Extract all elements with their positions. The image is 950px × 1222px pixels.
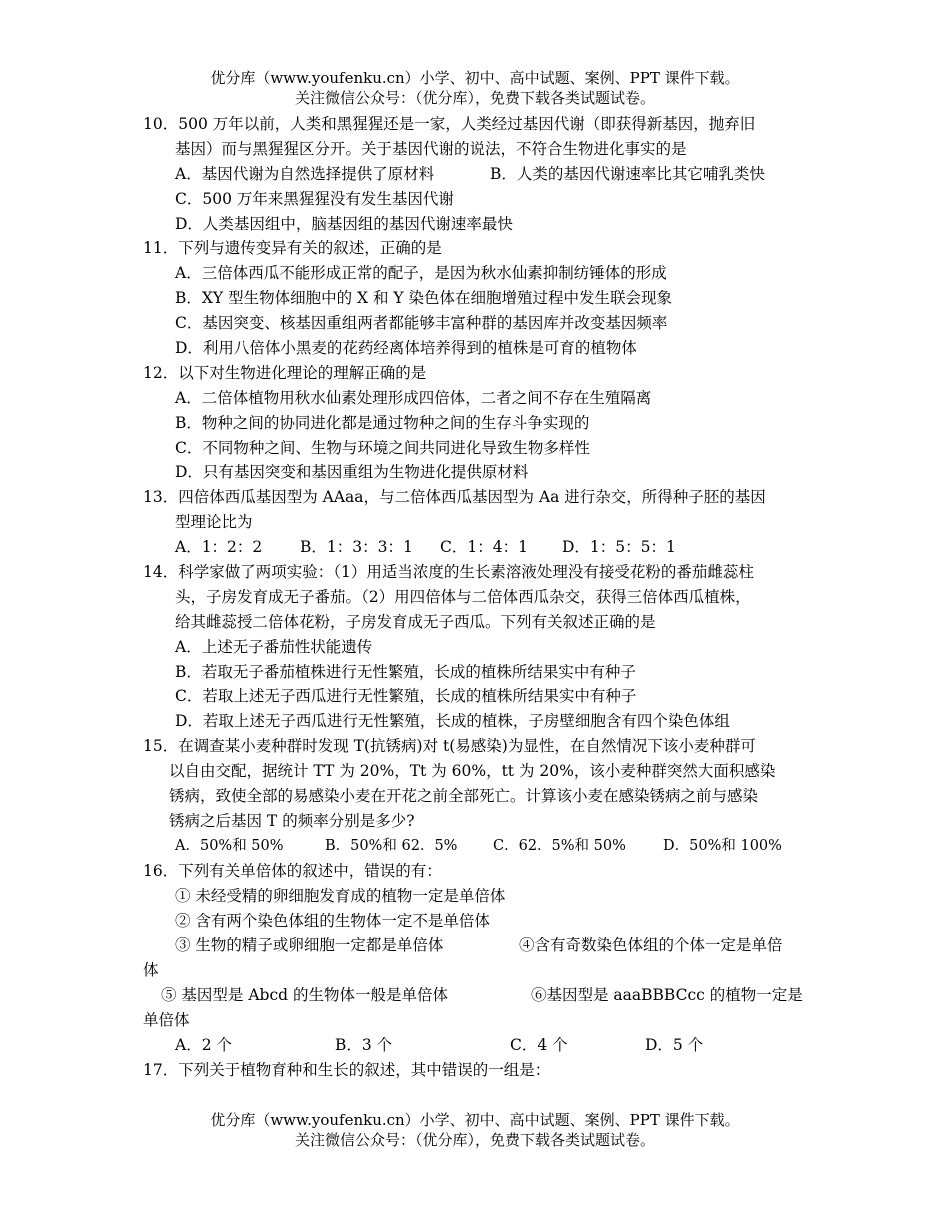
q16-stem: 16．下列有关单倍体的叙述中，错误的有： <box>143 861 442 880</box>
q16-item-6-wrap: 单倍体 <box>143 1011 190 1030</box>
q14-option-d: D．若取上述无子西瓜进行无性繁殖，长成的植株，子房壁细胞含有四个染色体组 <box>175 712 730 731</box>
q11-option-c: C．基因突变、核基因重组两者都能够丰富种群的基因库并改变基因频率 <box>175 314 668 333</box>
q15-options <box>143 834 813 859</box>
q12-option-d: D．只有基因突变和基因重组为生物进化提供原材料 <box>175 463 529 482</box>
header-line-2: 关注微信公众号：（优分库），免费下载各类试题试卷。 <box>294 89 655 107</box>
q13-option-a: A．1：2：2 <box>175 538 263 557</box>
q14-stem-line-2: 头，子房发育成无子番茄。（2）用四倍体与二倍体西瓜杂交，获得三倍体西瓜植株， <box>175 587 751 606</box>
q16-item-4-wrap: 体 <box>143 961 159 980</box>
q12-stem: 12．以下对生物进化理论的理解正确的是 <box>143 363 427 382</box>
q16-item-2: ② 含有两个染色体组的生物体一定不是单倍体 <box>175 911 490 930</box>
q10-option-a: A．基因代谢为自然选择提供了原材料 <box>175 164 435 183</box>
q13-options <box>143 535 813 560</box>
q15-option-d: D．50%和 100% <box>663 837 782 854</box>
q15-stem-line-3: 锈病，致使全部的易感染小麦在开花之前全部死亡。计算该小麦在感染锈病之前与感染 <box>169 787 759 806</box>
q16-option-b: B．3 个 <box>335 1035 393 1054</box>
q14-option-b: B．若取无子番茄植株进行无性繁殖，长成的植株所结果实中有种子 <box>175 662 636 681</box>
q15-option-a: A．50%和 50% <box>175 837 284 854</box>
question-content <box>143 112 813 1083</box>
q10-option-c: C．500 万年来黑猩猩没有发生基因代谢 <box>175 189 454 208</box>
q13-option-b: B．1：3：3：1 <box>300 538 413 557</box>
footer-line-2: 关注微信公众号：（优分库），免费下载各类试题试卷。 <box>294 1131 655 1149</box>
q16-item-5: ⑤ 基因型是 Abcd 的生物体一般是单倍体 <box>161 986 449 1005</box>
q15-stem-line-1: 15．在调查某小麦种群时发现 T(抗锈病)对 t(易感染)为显性，在自然情况下该小麦种群可 <box>143 737 756 756</box>
q11-option-d: D．利用八倍体小黑麦的花药经离体培养得到的植株是可育的植物体 <box>175 339 637 358</box>
q16-options <box>143 1033 813 1058</box>
q16-item-4: ④含有奇数染色体组的个体一定是单倍 <box>519 936 783 955</box>
q16-option-c: C．4 个 <box>510 1035 568 1054</box>
q16-item-1: ① 未经受精的卵细胞发育成的植物一定是单倍体 <box>175 886 506 905</box>
q13-stem-line-2: 型理论比为 <box>175 513 253 532</box>
q11-option-b: B．XY 型生物体细胞中的 X 和 Y 染色体在细胞增殖过程中发生联会现象 <box>175 289 673 308</box>
q10-option-b: B．人类的基因代谢速率比其它哺乳类快 <box>490 164 765 183</box>
q12-option-b: B．物种之间的协同进化都是通过物种之间的生存斗争实现的 <box>175 413 590 432</box>
q11-stem: 11．下列与遗传变异有关的叙述，正确的是 <box>143 239 442 258</box>
q16-items-5-6 <box>143 983 813 1008</box>
q16-option-a: A．2 个 <box>175 1035 232 1054</box>
q15-option-c: C．62．5%和 50% <box>493 837 626 854</box>
footer-line-1: 优分库（www.youfenku.cn）小学、初中、高中试题、案例、PPT 课件下载。 <box>210 1111 740 1129</box>
q15-option-b: B．50%和 62．5% <box>325 837 458 854</box>
q16-item-6: ⑥基因型是 aaaBBBCcc 的植物一定是 <box>531 986 803 1005</box>
q12-option-a: A．二倍体植物用秋水仙素处理形成四倍体，二者之间不存在生殖隔离 <box>175 388 652 407</box>
q10-option-d: D．人类基因组中，脑基因组的基因代谢速率最快 <box>175 214 513 233</box>
q10-options-ab <box>143 162 813 187</box>
q10-stem-line-1: 10．500 万年以前，人类和黑猩猩还是一家，人类经过基因代谢（即获得新基因，抛弃旧 <box>143 115 756 133</box>
q16-item-3: ③ 生物的精子或卵细胞一定都是单倍体 <box>175 936 444 955</box>
q13-option-d: D．1：5：5：1 <box>562 538 676 557</box>
q14-stem-line-1: 14．科学家做了两项实验：（1）用适当浓度的生长素溶液处理没有接受花粉的番茄雌蕊柱 <box>143 563 754 582</box>
q14-option-a: A．上述无子番茄性状能遗传 <box>175 637 373 656</box>
page-header <box>0 68 950 108</box>
q15-stem-line-4: 锈病之后基因 T 的频率分别是多少? <box>169 811 415 830</box>
q14-option-c: C．若取上述无子西瓜进行无性繁殖，长成的植株所结果实中有种子 <box>175 687 637 706</box>
q13-option-c: C．1：4：1 <box>440 538 528 557</box>
q16-option-d: D．5 个 <box>645 1035 704 1054</box>
q10-stem-line-2: 基因）而与黑猩猩区分开。关于基因代谢的说法，不符合生物进化事实的是 <box>175 139 687 158</box>
header-line-1: 优分库（www.youfenku.cn）小学、初中、高中试题、案例、PPT 课件下载。 <box>210 69 740 87</box>
q16-items-3-4 <box>143 933 813 958</box>
q11-option-a: A．三倍体西瓜不能形成正常的配子，是因为秋水仙素抑制纺锤体的形成 <box>175 264 667 283</box>
q14-stem-line-3: 给其雌蕊授二倍体花粉，子房发育成无子西瓜。下列有关叙述正确的是 <box>175 612 656 631</box>
q12-option-c: C．不同物种之间、生物与环境之间共同进化导致生物多样性 <box>175 438 590 457</box>
q13-stem-line-1: 13．四倍体西瓜基因型为 AAaa，与二倍体西瓜基因型为 Aa 进行杂交，所得种子胚的基因 <box>143 488 766 507</box>
q15-stem-line-2: 以自由交配，据统计 TT 为 20%，Tt 为 60%，tt 为 20%，该小麦种群突然大面积感染 <box>169 762 776 781</box>
page-footer <box>0 1110 950 1150</box>
q17-stem: 17．下列关于植物育种和生长的叙述，其中错误的一组是： <box>143 1060 551 1079</box>
